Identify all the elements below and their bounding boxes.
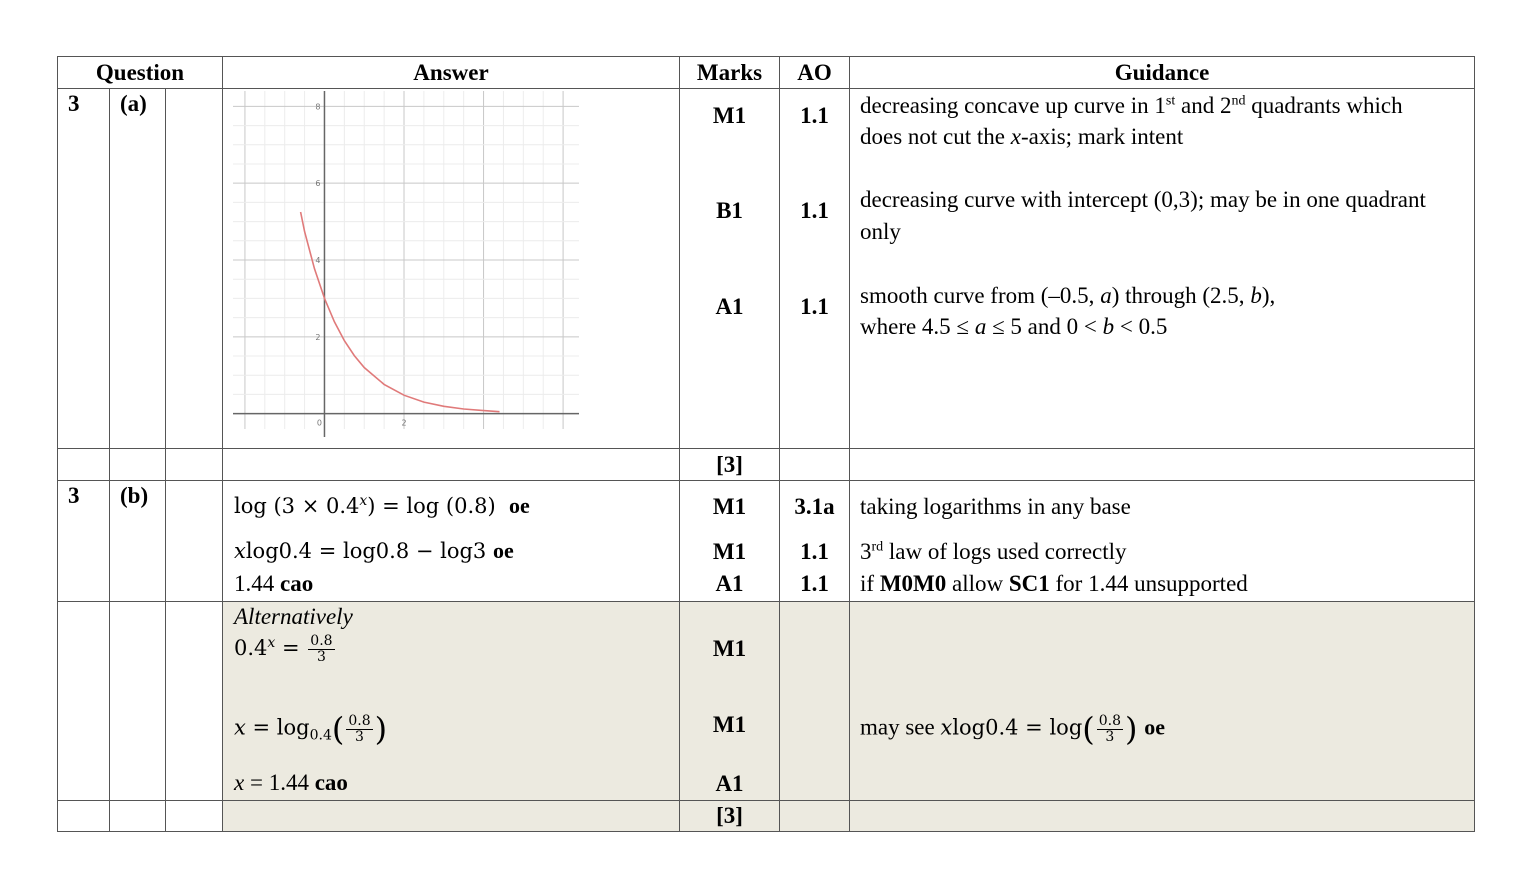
question-number: 3 xyxy=(58,89,110,449)
header-answer: Answer xyxy=(223,57,680,89)
answer-line-1: $\log (3 \times 0.4^x) = \log (0.8)$ oe xyxy=(234,493,530,518)
ao-value: 1.1 xyxy=(800,294,829,319)
ao-value: 3.1a xyxy=(794,494,835,519)
question-number: 3 xyxy=(58,481,110,602)
total-marks-b: [3] xyxy=(680,801,780,832)
guidance-text: if M0M0 allow SC1 for 1.44 unsupported xyxy=(860,571,1248,596)
y-tick-label: 8 xyxy=(315,102,321,112)
part-b-row xyxy=(58,481,1475,602)
answer-cell-alt xyxy=(223,602,680,801)
alt-line-1: 0.4$^x$ = $\frac{0.8}{3}$ xyxy=(234,633,333,665)
header-marks: Marks xyxy=(680,57,780,89)
ao-value: 1.1 xyxy=(800,539,829,564)
ao-value: 1.1 xyxy=(800,571,829,596)
marks-cell-alt xyxy=(680,602,780,801)
guidance-text: decreasing curve with intercept (0,3); may be in one quadrant only xyxy=(860,187,1426,244)
header-guidance: Guidance xyxy=(850,57,1475,89)
y-tick-label: 4 xyxy=(315,256,321,265)
mark-a1: A1 xyxy=(715,571,744,596)
answer-cell-b xyxy=(223,481,680,602)
guidance-text: 3rd law of logs used correctly xyxy=(860,539,1127,564)
mark-m1: M1 xyxy=(712,494,747,519)
alternative-row xyxy=(58,602,1475,801)
part-a-row xyxy=(58,89,1475,449)
mark-m1: M1 xyxy=(712,636,747,661)
alternative-label: Alternatively xyxy=(234,604,353,629)
header-ao: AO xyxy=(780,57,850,89)
header-row xyxy=(58,57,1475,89)
alt-line-3: x = 1.44 cao xyxy=(234,770,348,795)
x-tick-label: 0 xyxy=(316,418,323,428)
ao-value: 1.1 xyxy=(800,103,829,128)
ao-value: 1.1 xyxy=(800,198,829,223)
y-tick-label: 6 xyxy=(315,179,321,189)
ao-cell-a xyxy=(780,89,850,449)
guidance-cell-alt xyxy=(850,602,1475,801)
total-row-a xyxy=(58,449,1475,481)
ao-cell-b xyxy=(780,481,850,602)
mark-b1: B1 xyxy=(716,198,743,223)
guidance-text: taking logarithms in any base xyxy=(860,494,1131,519)
question-part: (b) xyxy=(110,481,166,602)
total-marks-a: [3] xyxy=(680,449,780,481)
mark-m1: M1 xyxy=(712,103,747,128)
answer-line-2: xlog0.4 = log0.8 − log3 oe xyxy=(234,538,514,563)
mark-m1: M1 xyxy=(712,539,747,564)
question-part: (a) xyxy=(110,89,166,449)
mark-a1: A1 xyxy=(715,294,744,319)
mark-m1: M1 xyxy=(712,712,747,737)
guidance-text: decreasing concave up curve in 1st and 2nd quadrants which does not cut the x-axis; mark intent xyxy=(860,93,1403,149)
marks-cell-a xyxy=(680,89,780,449)
guidance-cell-a xyxy=(850,89,1475,449)
markscheme-table xyxy=(57,56,1475,832)
marks-cell-b xyxy=(680,481,780,602)
total-row-b xyxy=(58,801,1475,832)
guidance-text: may see xlog0.4 = log( $\frac{0.8}{3}$ ) oe xyxy=(860,710,1165,748)
mark-a1: A1 xyxy=(715,771,744,796)
x-tick-label: 2 xyxy=(401,418,407,428)
y-tick-label: 2 xyxy=(315,332,321,342)
guidance-text: smooth curve from (–0.5, a) through (2.5, b), where 4.5 ≤ a ≤ 5 and 0 < b < 0.5 xyxy=(860,283,1276,339)
header-question: Question xyxy=(58,57,223,89)
exponential-curve xyxy=(301,212,500,412)
guidance-cell-b xyxy=(850,481,1475,602)
answer-line-3: 1.44 cao xyxy=(234,571,314,596)
exponential-graph xyxy=(223,89,583,447)
answer-graph-cell xyxy=(223,89,680,449)
alt-line-2: $x = \log_{0.4}$( $\frac{0.8}{3}$ ) xyxy=(234,710,388,748)
